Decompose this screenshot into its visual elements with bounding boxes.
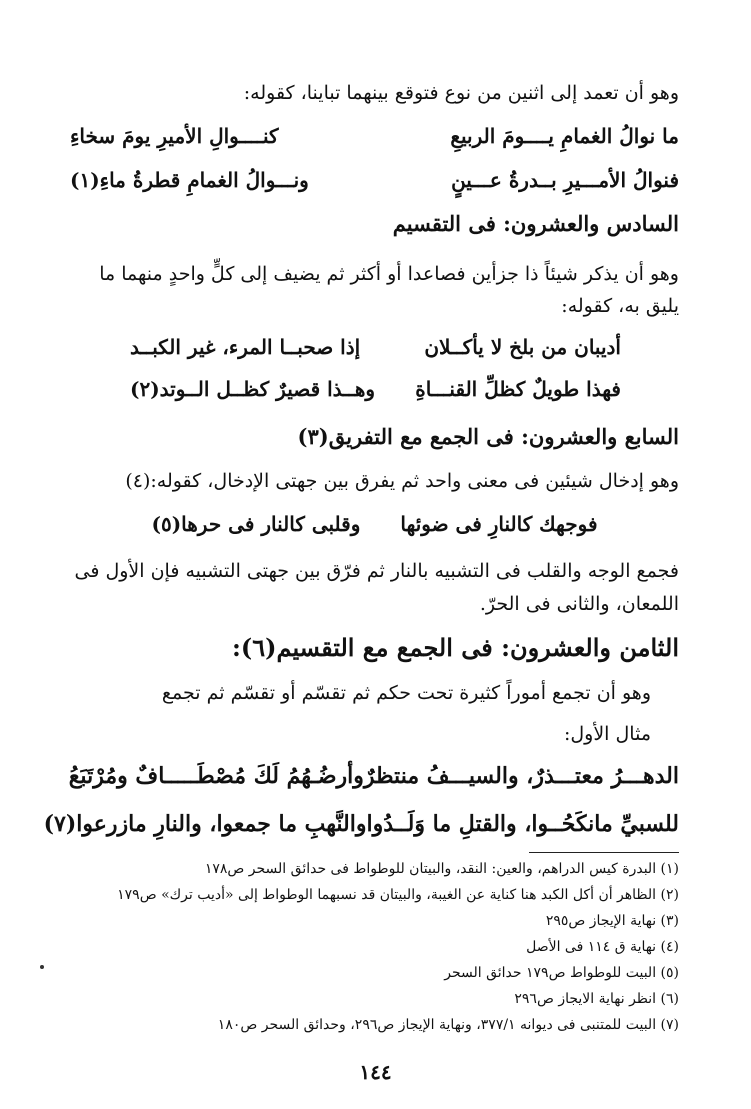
footnote-separator	[529, 852, 679, 853]
verse-line	[70, 161, 679, 199]
footnote: (٢) الظاهر أن أكل الكبد هنا كناية عن الغيبة، والبيتان قد نسبهما الوطواط إلى «أديب ترك» ص١٧٩	[117, 887, 679, 903]
margin-mark	[40, 965, 44, 969]
verse-line	[43, 805, 679, 843]
verse-hemistich-right: أديبان من بلخ لا يأكــلان	[424, 335, 621, 359]
paragraph-line: يليق به، كقوله:	[561, 295, 679, 317]
paragraph-line: وهو أن تجمع أموراً كثيرة تحت حكم ثم تقسّم أو تقسّم ثم تجمع	[161, 682, 651, 704]
verse-hemistich-left: وقلبى كالنار فى حرها(٥)	[151, 512, 361, 536]
verse-line	[70, 505, 679, 543]
footnote: (١) البدرة كيس الدراهم، والعين: النقد، والبيتان للوطواط فى حدائق السحر ص١٧٨	[204, 861, 679, 877]
paragraph-line: فجمع الوجه والقلب فى التشبيه بالنار ثم فرّق بين جهتى التشبيه فإن الأول فى	[74, 560, 679, 582]
verse-hemistich-right: ما نوالُ الغمامِ يــــومَ الربيعِ	[450, 124, 679, 148]
verse-hemistich-right: الدهـــرُ معتـــذرٌ، والسيـــفُ منتظرٌ	[363, 763, 679, 789]
footnote: (٤) نهاية ق ١١٤ فى الأصل	[526, 939, 679, 955]
paragraph-line: وهو إدخال شيئين فى معنى واحد ثم يفرق بين جهتى الإدخال، كقوله:(٤)	[125, 470, 679, 492]
page-number: ١٤٤	[359, 1060, 392, 1084]
footnote: (٧) البيت للمتنبى فى ديوانه ٣٧٧/١، ونهاية الإيجاز ص٢٩٦، وحدائق السحر ص١٨٠	[217, 1017, 679, 1033]
verse-hemistich-left: وهــذا قصيرٌ كظــل الــوتد(٢)	[130, 377, 376, 401]
verse-hemistich-left: ونـــوالُ الغمامِ قطرةُ ماءِ(١)	[70, 168, 309, 192]
verse-hemistich-right: فوجهك كالنارِ فى ضوئها	[400, 512, 598, 536]
verse-line	[70, 757, 679, 795]
paragraph-line: اللمعان، والثانى فى الحرّ.	[479, 593, 679, 615]
section-heading: السابع والعشرون: فى الجمع مع التفريق(٣)	[297, 424, 679, 449]
section-heading: السادس والعشرون: فى التقسيم	[392, 211, 679, 236]
verse-line	[130, 328, 621, 366]
footnote: (٥) البيت للوطواط ص١٧٩ حدائق السحر	[444, 965, 679, 981]
verse-hemistich-left: والنَّهبِ ما جمعوا، والنارِ مازرعوا(٧)	[43, 811, 367, 837]
verse-hemistich-left: إذا صحبــا المرء، غير الكبــد	[130, 335, 361, 359]
intro-line: وهو أن تعمد إلى اثنين من نوع فتوقع بينهما تباينا، كقوله:	[243, 82, 679, 104]
example-label: مثال الأول:	[563, 723, 651, 745]
verse-hemistich-left: وأرضُـهُمُ لَكَ مُصْطَـــــافٌ ومُرْتَبَعُ	[68, 763, 364, 789]
footnote: (٦) انظر نهاية الايجاز ص٢٩٦	[514, 991, 679, 1007]
footnote: (٣) نهاية الإيجاز ص٢٩٥	[545, 913, 679, 929]
verse-hemistich-right: فنوالُ الأمـــيرِ بــدرةُ عـــينٍ	[451, 168, 679, 192]
verse-line	[130, 370, 621, 408]
verse-line	[70, 117, 679, 155]
verse-hemistich-right: للسبيِّ مانكَحُــوا، والقتلِ ما وَلَــدُوا	[366, 811, 679, 837]
paragraph-line: وهو أن يذكر شيئاً ذا جزأين فصاعدا أو أكثر ثم يضيف إلى كلٍّ واحدٍ منهما ما	[99, 263, 679, 285]
verse-hemistich-left: كنــــوالِ الأميرِ يومَ سخاءِ	[70, 124, 279, 148]
section-heading: الثامن والعشرون: فى الجمع مع التقسيم(٦):	[232, 633, 679, 662]
verse-hemistich-right: فهذا طويلٌ كظلِّ القنـــاةِ	[415, 377, 621, 401]
